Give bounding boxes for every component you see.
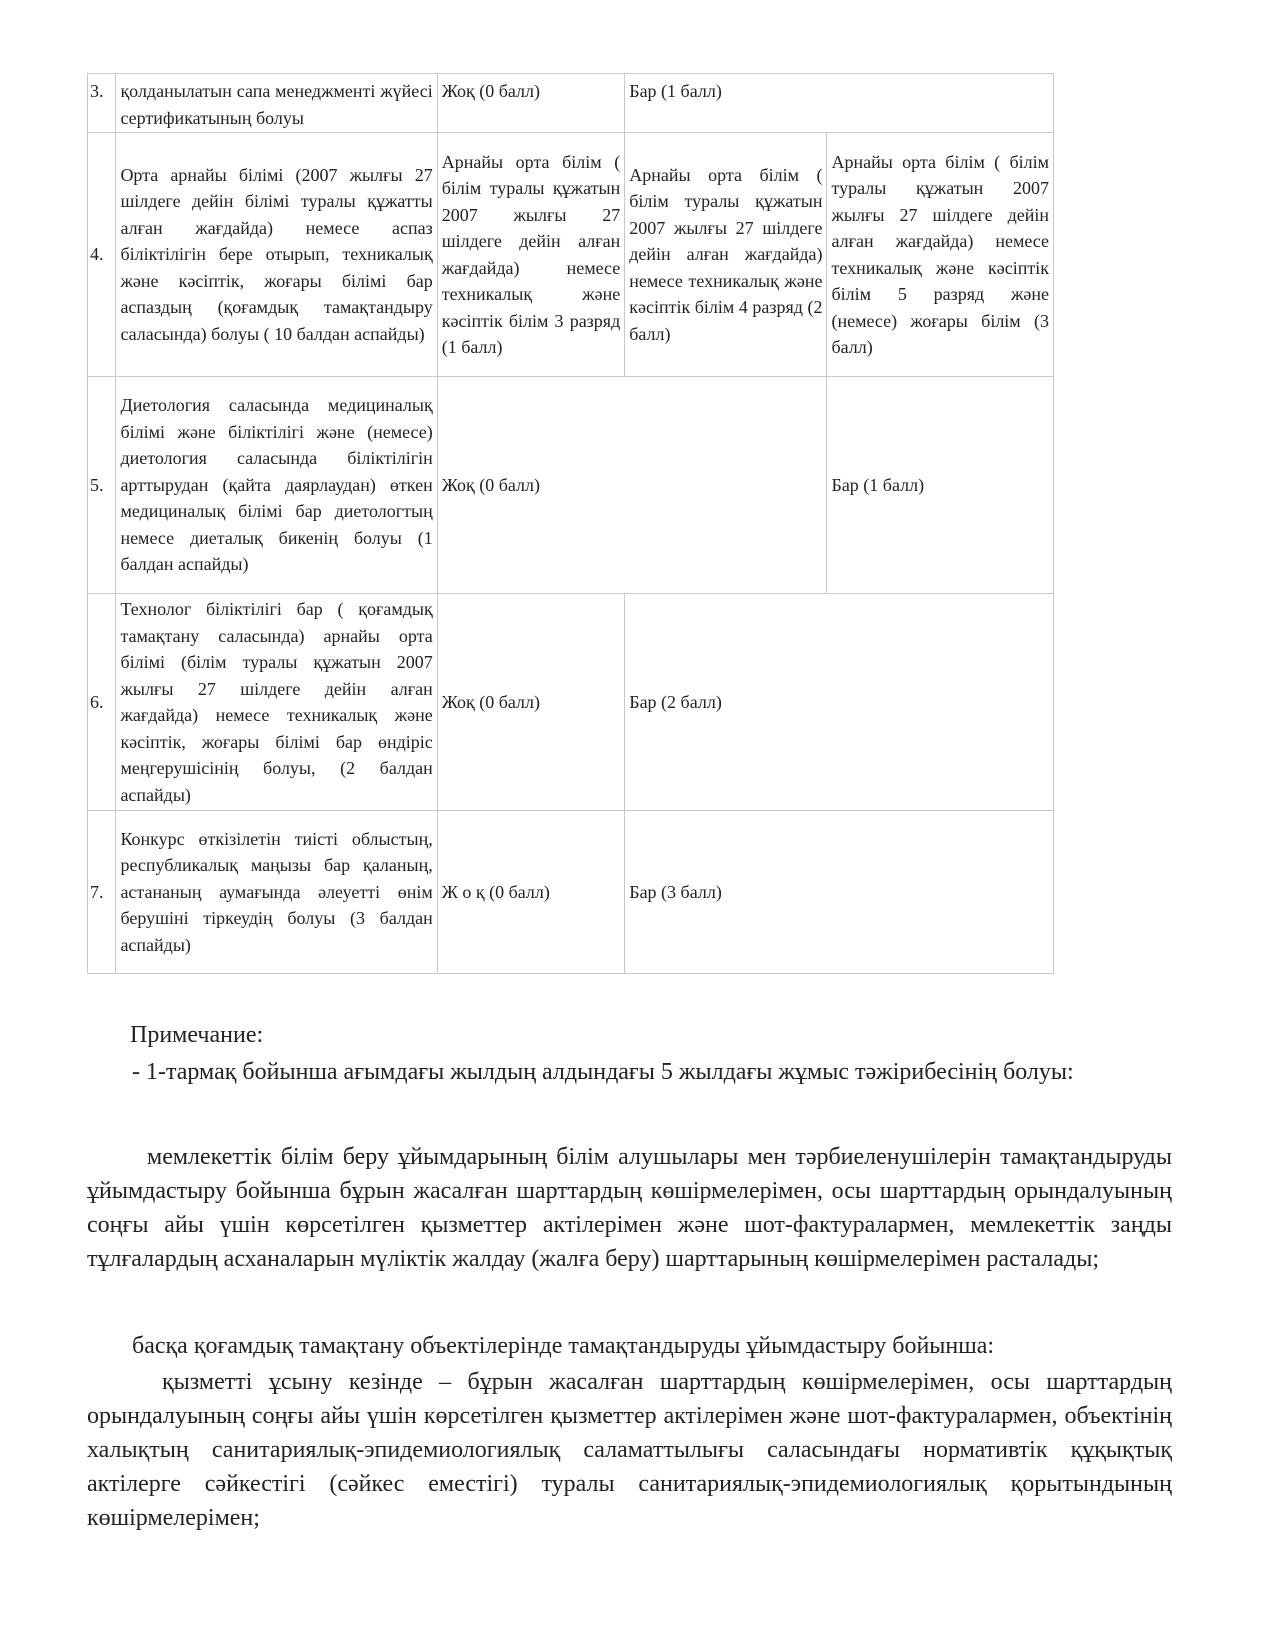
- criterion-description: қолданылатын сапа менеджменті жүйесі сертификатының болуы: [116, 74, 437, 133]
- note-paragraph: қызметті ұсыну кезінде – бұрын жасалған шарттардың көшірмелерімен, осы шарттардың орындалуының соңғы айы үшін көрсетілген қызметтер актілерімен және шот-фактуралармен, объектінің халықтың санитариялық-эпидемиологиялық саламаттылығы саласындағы нормативтік құқықтық актілерге сәйкестігі (сәйкес еместігі) туралы санитариялық-эпидемиологиялық қорытындының көшірмелерімен;: [87, 1369, 1172, 1531]
- row-number: 3.: [88, 74, 116, 133]
- score-option: Арнайы орта білім ( білім туралы құжатын 2007 жылғы 27 шілдеге дейін алған жағдайда) немесе техникалық және кәсіптік білім 3 разряд (1 балл): [437, 133, 625, 377]
- note-title: Примечание:: [130, 1022, 264, 1048]
- note-paragraph: басқа қоғамдық тамақтану объектілерінде тамақтандыруды ұйымдастыру бойынша:: [132, 1333, 995, 1359]
- score-option: Бар (1 балл): [625, 74, 1054, 133]
- row-number: 5.: [88, 377, 116, 594]
- table-row: [88, 133, 1054, 377]
- score-option: Арнайы орта білім ( білім туралы құжатын 2007 жылғы 27 шілдеге дейін алған жағдайда) немесе техникалық және кәсіптік білім 5 разряд және (немесе) жоғары білім (3 балл): [827, 133, 1054, 377]
- note-paragraph: - 1-тармақ бойынша ағымдағы жылдың алдындағы 5 жылдағы жұмыс тәжірибесінің болуы:: [132, 1059, 1074, 1085]
- criteria-table: [87, 73, 1054, 974]
- score-option: Арнайы орта білім ( білім туралы құжатын 2007 жылғы 27 шілдеге дейін алған жағдайда) немесе техникалық және кәсіптік білім 4 разряд (2 балл): [625, 133, 827, 377]
- criterion-description: Орта арнайы білімі (2007 жылғы 27 шілдеге дейін білімі туралы құжатты алған жағдайда) немесе аспаз біліктілігін бере отырып, техникалық және кәсіптік, жоғары білімі бар аспаздың (қоғамдық тамақтандыру саласында) болуы ( 10 балдан аспайды): [116, 133, 437, 377]
- score-option: Жоқ (0 балл): [437, 377, 827, 594]
- criterion-description: Технолог біліктілігі бар ( қоғамдық тамақтану саласында) арнайы орта білімі (білім туралы құжатын 2007 жылғы 27 шілдеге дейін алған жағдайда) немесе техникалық және кәсіптік, жоғары білімі бар өндіріс меңгерушісінің болуы, (2 балдан аспайды): [116, 594, 437, 811]
- score-option: Жоқ (0 балл): [437, 594, 625, 811]
- row-number: 6.: [88, 594, 116, 811]
- table-row: [88, 74, 1054, 133]
- score-option: Бар (1 балл): [827, 377, 1054, 594]
- score-option: Жоқ (0 балл): [437, 74, 625, 133]
- note-paragraph: мемлекеттік білім беру ұйымдарының білім алушылары мен тәрбиеленушілерін тамақтандыруды ұйымдастыру бойынша бұрын жасалған шарттардың көшірмелерімен, осы шарттардың орындалуының соңғы айы үшін көрсетілген қызметтер актілерімен және шот-фактуралармен, мемлекеттік заңды тұлғалардың асханаларын мүліктік жалдау (жалға беру) шарттарының көшірмелерімен расталады;: [87, 1144, 1172, 1272]
- score-option: Бар (3 балл): [625, 811, 1054, 974]
- table-row: [88, 594, 1054, 811]
- criterion-description: Конкурс өткізілетін тиісті облыстың, республикалық маңызы бар қаланың, астананың аумағында әлеуетті өнім берушіні тіркеудің болуы (3 балдан аспайды): [116, 811, 437, 974]
- table-row: [88, 377, 1054, 594]
- score-option: Ж о қ (0 балл): [437, 811, 625, 974]
- table-row: [88, 811, 1054, 974]
- score-option: Бар (2 балл): [625, 594, 1054, 811]
- criterion-description: Диетология саласында медициналық білімі және біліктілігі және (немесе) диетология саласында біліктілігін арттырудан (қайта даярлаудан) өткен медициналық білімі бар диетологтың немесе диеталық бикенің болуы (1 балдан аспайды): [116, 377, 437, 594]
- row-number: 4.: [88, 133, 116, 377]
- row-number: 7.: [88, 811, 116, 974]
